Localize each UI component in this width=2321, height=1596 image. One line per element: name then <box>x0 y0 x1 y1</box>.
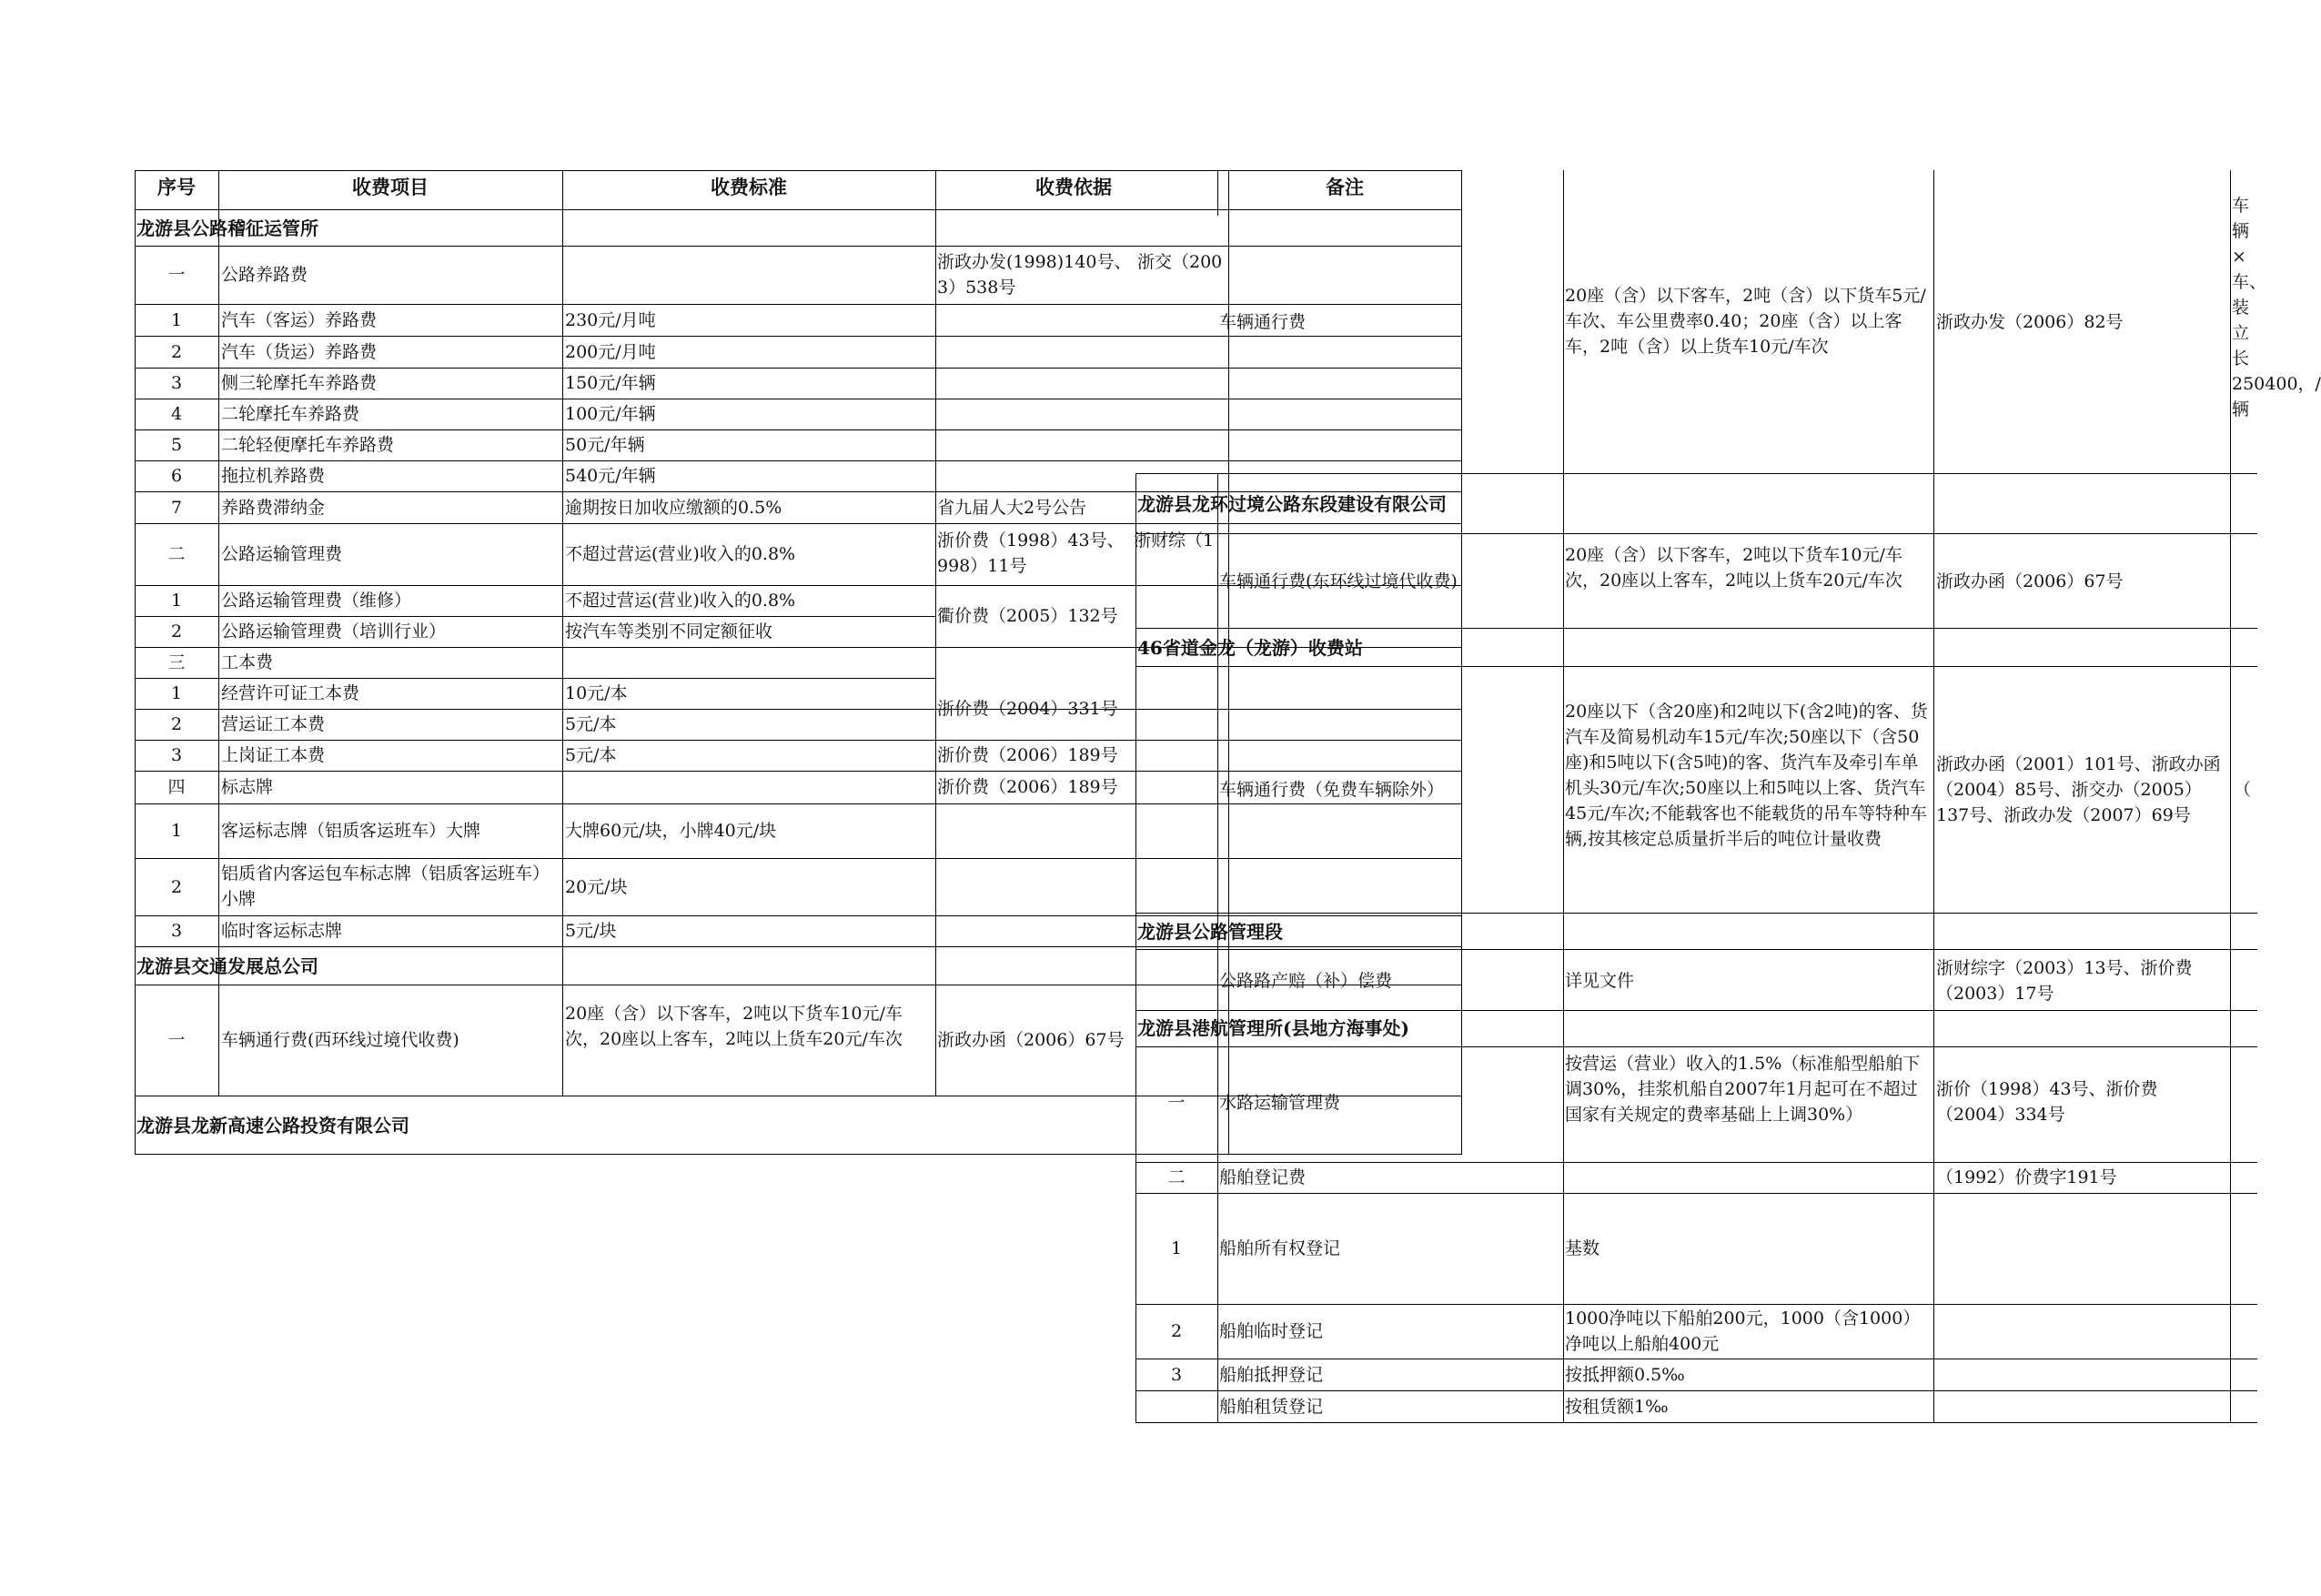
header-item: 收费项目 <box>352 176 429 198</box>
header-seq: 序号 <box>157 176 196 198</box>
row-item: 车辆通行费（免费车辆除外） <box>1219 780 1445 800</box>
row-seq: 一 <box>1167 1093 1186 1113</box>
row-standard: 基数 <box>1565 1238 1600 1258</box>
row-seq: 2 <box>170 714 183 734</box>
row-item: 汽车（货运）养路费 <box>221 342 378 362</box>
header-basis: 收费依据 <box>1035 176 1112 198</box>
row-basis: 衢价费（2005）132号 <box>937 606 1118 626</box>
row-item: 船舶所有权登记 <box>1219 1238 1341 1258</box>
row-remark: （ <box>2234 780 2252 800</box>
row-item: 车辆通行费 <box>1219 312 1307 332</box>
row-item: 船舶租赁登记 <box>1219 1397 1324 1417</box>
row-item: 公路运输管理费 <box>221 544 343 564</box>
row-item: 车辆通行费(东环线过境代收费) <box>1219 571 1458 591</box>
row-standard: 按汽车等类别不同定额征收 <box>565 621 773 641</box>
row-seq: 2 <box>170 342 183 362</box>
row-item: 公路运输管理费（培训行业） <box>221 621 447 641</box>
row-basis: 浙交（200 <box>1137 252 1223 272</box>
row-basis: 3）538号 <box>937 278 1016 298</box>
row-seq: 1 <box>170 591 183 611</box>
row-standard: 230元/月吨 <box>565 310 656 330</box>
row-seq: 3 <box>170 921 183 941</box>
row-basis: （1992）价费字191号 <box>1936 1167 2117 1187</box>
row-basis: 省九届人大2号公告 <box>937 498 1087 518</box>
header-standard: 收费标准 <box>711 176 787 198</box>
row-standard: 50元/年辆 <box>565 435 645 455</box>
row-seq: 三 <box>167 652 186 672</box>
row-item: 二轮摩托车养路费 <box>221 404 360 424</box>
header-remark: 备注 <box>1326 176 1364 198</box>
section-title: 龙游县公路管理段 <box>1137 921 1283 943</box>
row-standard: 按租赁额1‰ <box>1565 1397 1669 1417</box>
row-seq: 3 <box>170 745 183 765</box>
row-remark: 车辆×车、装立长250400，/辆 <box>2232 196 2321 419</box>
row-seq: 1 <box>170 821 183 841</box>
row-basis: 浙政办函（2006）67号 <box>937 1030 1125 1050</box>
row-seq: 7 <box>170 498 183 518</box>
row-basis: 浙政办函（2001）101号、浙政办函（2004）85号、浙交办（2005）137号、浙政办发（2007）69号 <box>1936 754 2221 825</box>
row-basis: 浙财综（1 <box>1134 530 1215 551</box>
row-item: 拖拉机养路费 <box>221 466 326 486</box>
row-standard: 20座（含）以下客车，2吨（含）以下货车5元/车次、车公里费率0.40；20座（含）以上客车，2吨（含）以上货车10元/车次 <box>1565 286 1926 357</box>
row-basis: 浙价费（2004）331号 <box>937 699 1118 719</box>
row-standard: 按营运（营业）收入的1.5%（标准船型船舶下调30%，挂浆机船自2007年1月起可在不超过国家有关规定的费率基础上上调30%） <box>1565 1054 1921 1125</box>
row-basis: 浙价费（1998）43号、 <box>937 530 1125 551</box>
row-item: 船舶登记费 <box>1219 1167 1307 1187</box>
row-seq: 4 <box>170 404 183 424</box>
row-seq: 6 <box>170 466 183 486</box>
row-standard: 20元/块 <box>565 877 628 897</box>
row-seq: 3 <box>1170 1365 1183 1385</box>
row-item: 侧三轮摩托车养路费 <box>221 373 378 393</box>
row-seq: 2 <box>170 877 183 897</box>
row-seq: 二 <box>167 544 186 564</box>
row-item: 工本费 <box>221 652 274 672</box>
row-standard: 5元/本 <box>565 745 617 765</box>
row-standard: 1000净吨以下船舶200元，1000（含1000）净吨以上船舶400元 <box>1565 1308 1921 1354</box>
section-title: 龙游县龙环过境公路东段建设有限公司 <box>1137 493 1447 515</box>
row-standard: 详见文件 <box>1565 971 1635 991</box>
row-item: 汽车（客运）养路费 <box>221 310 378 330</box>
row-item: 公路养路费 <box>221 265 308 285</box>
row-basis: 浙价费（2006）189号 <box>937 745 1118 765</box>
row-standard: 150元/年辆 <box>565 373 656 393</box>
row-basis: 浙价（1998）43号、浙价费（2004）334号 <box>1936 1079 2158 1125</box>
row-basis: 浙政办函（2006）67号 <box>1936 571 2124 591</box>
row-item: 上岗证工本费 <box>221 745 326 765</box>
row-seq: 2 <box>1170 1321 1183 1341</box>
row-standard: 逾期按日加收应缴额的0.5% <box>565 498 782 518</box>
row-basis: 浙价费（2006）189号 <box>937 777 1118 797</box>
section-title: 龙游县龙新高速公路投资有限公司 <box>136 1115 409 1136</box>
row-seq: 1 <box>170 310 183 330</box>
row-item: 营运证工本费 <box>221 714 326 734</box>
row-basis: 浙政办发（2006）82号 <box>1936 312 2124 332</box>
row-item: 车辆通行费(西环线过境代收费) <box>221 1030 459 1050</box>
row-basis: 998）11号 <box>937 556 1027 576</box>
row-basis: 浙政办发(1998)140号、 <box>937 252 1132 272</box>
row-item: 船舶临时登记 <box>1219 1321 1324 1341</box>
row-seq: 二 <box>1167 1167 1186 1187</box>
row-item: 二轮轻便摩托车养路费 <box>221 435 395 455</box>
row-item: 经营许可证工本费 <box>221 683 360 703</box>
row-standard: 100元/年辆 <box>565 404 656 424</box>
row-item: 公路运输管理费（维修） <box>221 591 412 611</box>
row-item: 船舶抵押登记 <box>1219 1365 1324 1385</box>
row-item: 公路路产赔（补）偿费 <box>1219 971 1393 991</box>
row-item: 水路运输管理费 <box>1219 1093 1341 1113</box>
row-standard: 20座（含）以下客车，2吨以下货车10元/车次，20座以上客车，2吨以上货车20元/车次 <box>1565 545 1902 591</box>
row-standard: 按抵押额0.5‰ <box>1565 1365 1685 1385</box>
row-item: 客运标志牌（铝质客运班车）大牌 <box>221 821 481 841</box>
section-title: 龙游县公路稽征运管所 <box>136 217 318 239</box>
row-standard: 540元/年辆 <box>565 466 656 486</box>
row-seq: 1 <box>1170 1238 1183 1258</box>
section-title: 龙游县港航管理所(县地方海事处) <box>1137 1017 1409 1039</box>
row-seq: 1 <box>170 683 183 703</box>
section-title: 46省道金龙（龙游）收费站 <box>1137 637 1363 659</box>
row-standard: 5元/本 <box>565 714 617 734</box>
row-seq: 5 <box>170 435 183 455</box>
row-standard: 10元/本 <box>565 683 628 703</box>
row-item: 铝质省内客运包车标志牌（铝质客运班车）小牌 <box>221 864 550 909</box>
row-seq: 3 <box>170 373 183 393</box>
row-item: 标志牌 <box>221 777 274 797</box>
row-basis: 浙财综字（2003）13号、浙价费（2003）17号 <box>1936 958 2193 1004</box>
row-standard: 5元/块 <box>565 921 617 941</box>
row-standard: 不超过营运(营业)收入的0.8% <box>565 544 796 564</box>
row-item: 养路费滞纳金 <box>221 498 326 518</box>
row-standard: 不超过营运(营业)收入的0.8% <box>565 591 796 611</box>
row-standard: 20座（含）以下客车，2吨以下货车10元/车次，20座以上客车，2吨以上货车20元/车次 <box>565 1004 903 1049</box>
section-title: 龙游县交通发展总公司 <box>136 955 318 977</box>
row-seq: 2 <box>170 621 183 641</box>
row-seq: 一 <box>167 1030 186 1050</box>
row-seq: 一 <box>167 265 186 285</box>
row-standard: 大牌60元/块，小牌40元/块 <box>565 821 777 841</box>
row-standard: 20座以下（含20座)和2吨以下(含2吨)的客、货汽车及简易机动车15元/车次;50座以下（含50座)和5吨以下(含5吨)的客、货汽车及牵引车单机头30元/车次;50座以上和5吨以上客、货汽车45元/车次;不能载客也不能载货的吊车等特种车辆,按其核定总质量折半后的吨位计量收费 <box>1565 702 1928 849</box>
row-item: 临时客运标志牌 <box>221 921 343 941</box>
row-standard: 200元/月吨 <box>565 342 656 362</box>
row-seq: 四 <box>167 777 186 797</box>
